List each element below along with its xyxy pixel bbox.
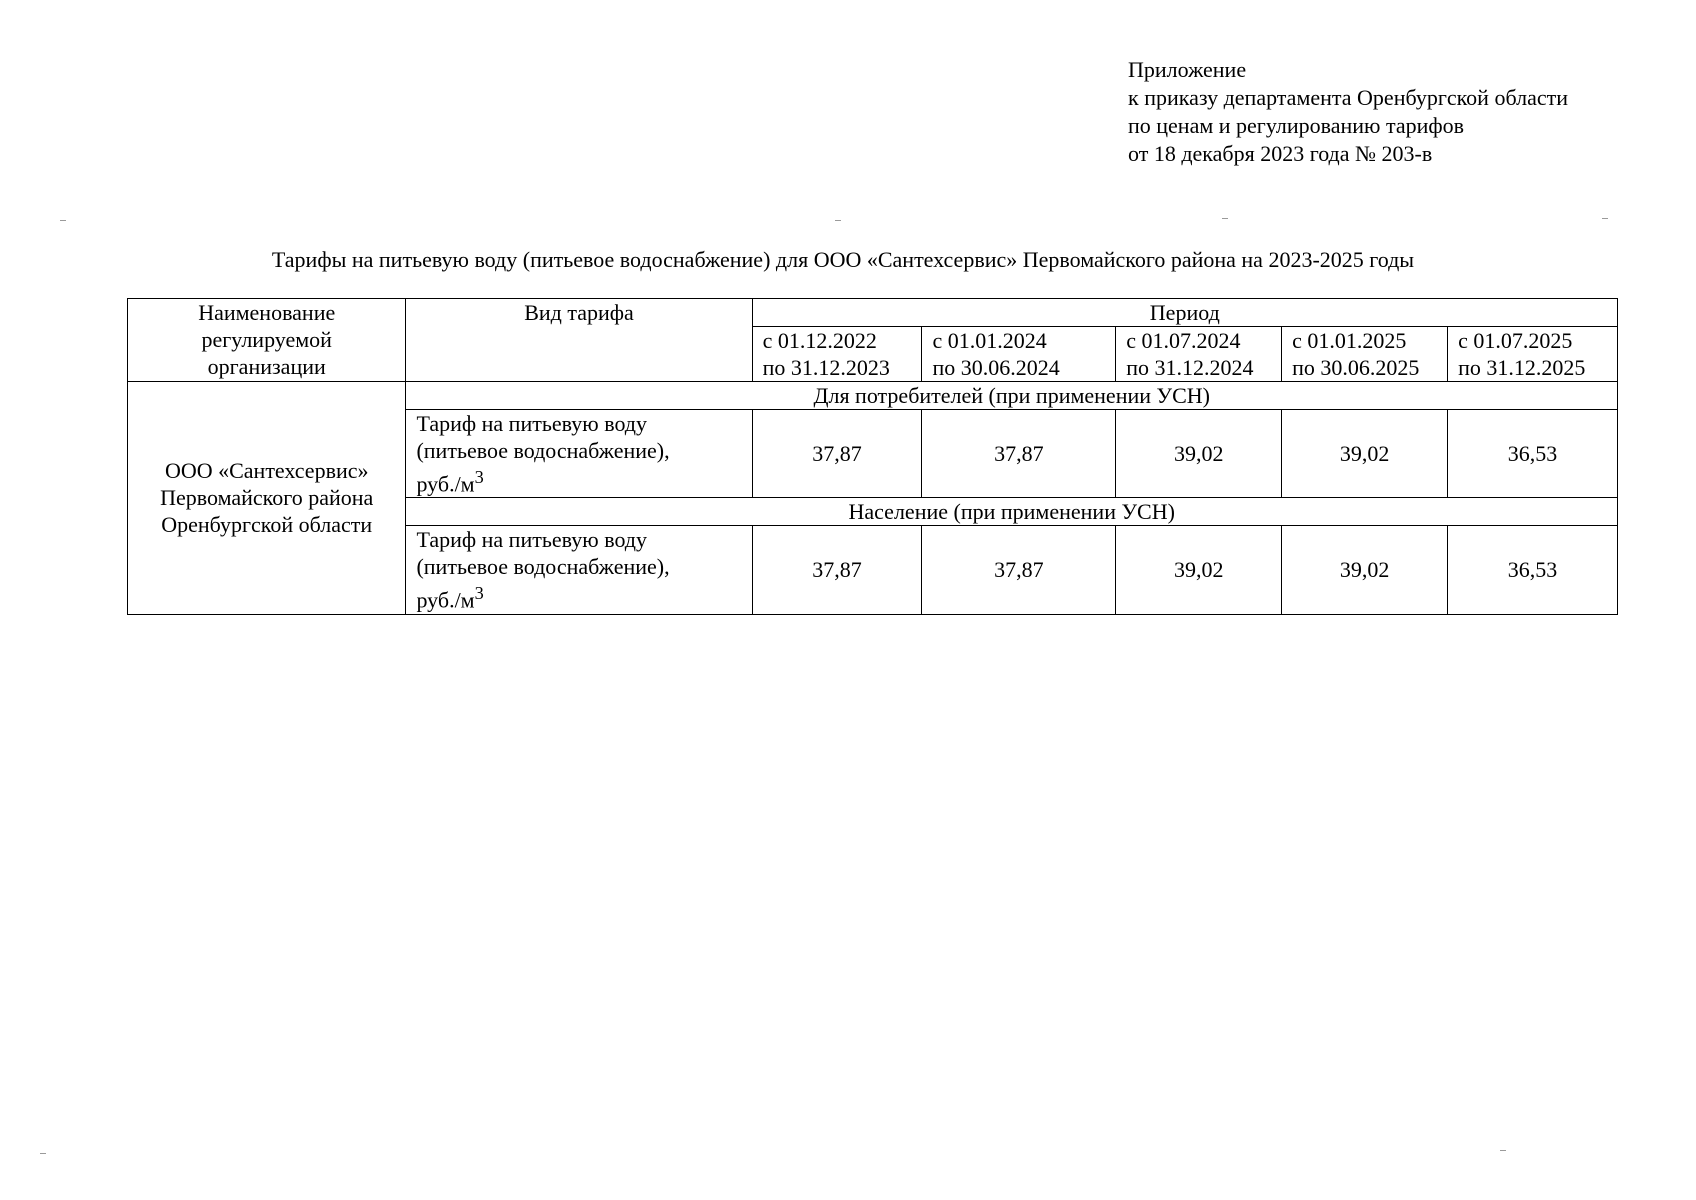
- scan-speck: [60, 220, 66, 221]
- tariff-kind-population: [406, 526, 752, 614]
- section-label-population: Население (при применении УСН): [406, 498, 1618, 526]
- value-consumers-5: 36,53: [1448, 410, 1618, 498]
- header-org-line-2: регулируемой: [201, 327, 332, 352]
- period-4: [1282, 327, 1448, 382]
- tariff-kind-population-line-2: (питьевое водоснабжение),: [416, 554, 670, 580]
- scan-speck: [1602, 218, 1608, 219]
- appendix-line-4: от 18 декабря 2023 года № 203-в: [1128, 141, 1433, 166]
- tariff-table: [127, 298, 1618, 615]
- header-org-line-3: организации: [207, 354, 326, 379]
- period-3: [1116, 327, 1282, 382]
- period-2-to: по 30.06.2024: [932, 355, 1060, 380]
- value-population-4: 39,02: [1282, 526, 1448, 614]
- scan-speck: [40, 1153, 46, 1154]
- period-3-from: с 01.07.2024: [1126, 328, 1241, 353]
- organization-line-1: ООО «Сантехсервис»: [164, 458, 369, 484]
- period-1: [752, 327, 922, 382]
- scan-speck: [835, 220, 841, 221]
- period-3-to: по 31.12.2024: [1126, 355, 1254, 380]
- value-consumers-4: 39,02: [1282, 410, 1448, 498]
- organization-line-3: Оренбургской области: [161, 512, 373, 538]
- tariff-kind-consumers-unit: [416, 464, 741, 497]
- organization-line-2: Первомайского района: [160, 485, 374, 511]
- appendix-block: [1128, 56, 1568, 168]
- period-1-from: с 01.12.2022: [762, 328, 877, 353]
- section-label-consumers: Для потребителей (при применении УСН): [406, 382, 1618, 410]
- value-population-5: 36,53: [1448, 526, 1618, 614]
- period-5: [1448, 327, 1618, 382]
- tariff-kind-consumers-line-1: Тариф на питьевую воду: [416, 411, 648, 436]
- unit-superscript: 3: [474, 467, 484, 487]
- period-1-to: по 31.12.2023: [762, 355, 890, 380]
- header-kind: Вид тарифа: [406, 299, 752, 382]
- document-title: Тарифы на питьевую воду (питьевое водоснабжение) для ООО «Сантехсервис» Первомайского района на 2023-2025 годы: [271, 247, 1415, 272]
- unit-text: руб./м: [416, 471, 475, 497]
- period-5-to: по 31.12.2025: [1458, 355, 1586, 380]
- tariff-kind-population-line-1: Тариф на питьевую воду: [416, 527, 648, 553]
- period-5-from: с 01.07.2025: [1458, 328, 1573, 353]
- tariff-kind-consumers: [406, 410, 752, 498]
- period-4-to: по 30.06.2025: [1292, 355, 1420, 380]
- value-population-3: 39,02: [1116, 526, 1282, 614]
- header-org: [128, 299, 406, 382]
- header-period: Период: [752, 299, 1617, 327]
- period-2: [922, 327, 1116, 382]
- value-population-2: 37,87: [922, 526, 1116, 614]
- appendix-line-2: к приказу департамента Оренбургской области: [1128, 85, 1568, 110]
- header-org-line-1: Наименование: [198, 300, 336, 325]
- appendix-line-1: Приложение: [1128, 57, 1247, 82]
- tariff-kind-population-unit: [416, 580, 741, 613]
- value-consumers-1: 37,87: [752, 410, 922, 498]
- period-4-from: с 01.01.2025: [1292, 328, 1407, 353]
- scan-speck: [1500, 1150, 1506, 1151]
- organization-cell: [128, 382, 406, 615]
- scan-speck: [1222, 218, 1228, 219]
- period-2-from: с 01.01.2024: [932, 328, 1047, 353]
- value-consumers-3: 39,02: [1116, 410, 1282, 498]
- unit-text: руб./м: [416, 587, 475, 613]
- value-consumers-2: 37,87: [922, 410, 1116, 498]
- appendix-line-3: по ценам и регулированию тарифов: [1128, 113, 1465, 138]
- unit-superscript: 3: [474, 583, 484, 604]
- tariff-kind-consumers-line-2: (питьевое водоснабжение),: [416, 438, 670, 463]
- value-population-1: 37,87: [752, 526, 922, 614]
